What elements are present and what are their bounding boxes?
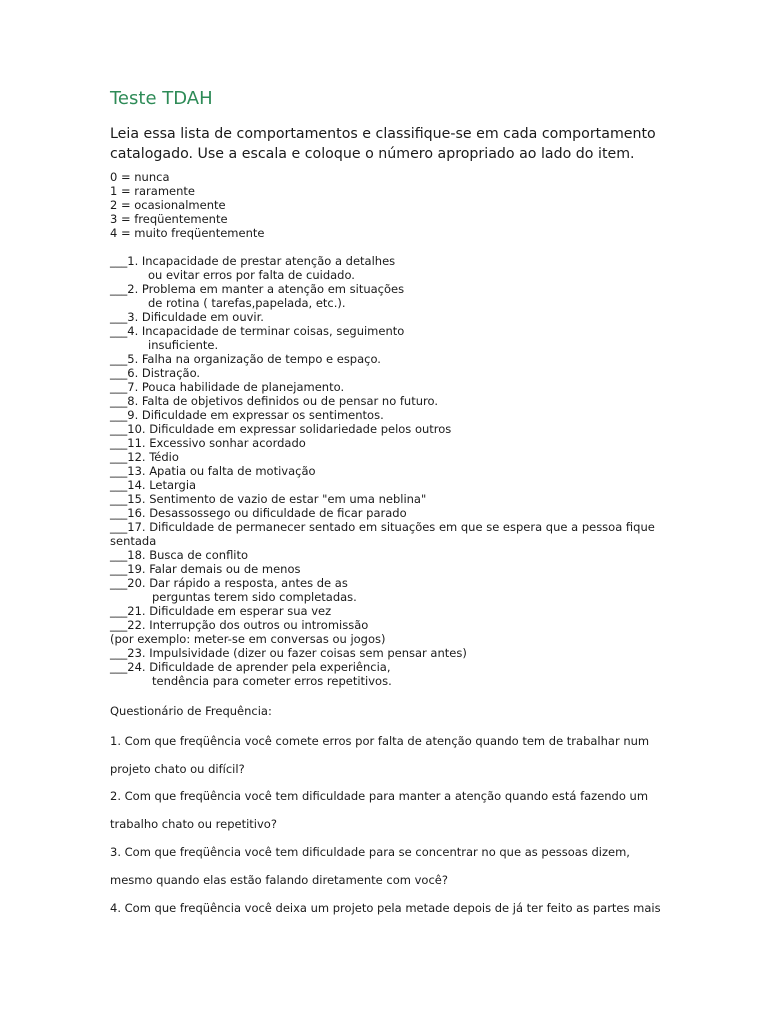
scale-entry: 1 = raramente	[110, 184, 195, 198]
list-item-continuation: ou evitar erros por falta de cuidado.	[148, 268, 355, 282]
list-item-text: ___11. Excessivo sonhar acordado	[110, 436, 306, 450]
behavior-list	[110, 254, 750, 688]
question-line: 3. Com que freqüência você tem dificuldade para se concentrar no que as pessoas dizem,	[110, 845, 630, 859]
list-item	[110, 478, 750, 492]
list-item	[110, 464, 750, 478]
list-item-text: ___19. Falar demais ou de menos	[110, 562, 301, 576]
intro-line: Leia essa lista de comportamentos e classifique-se em cada comportamento	[110, 126, 656, 142]
list-item	[110, 422, 750, 436]
question-line: 2. Com que freqüência você tem dificuldade para manter a atenção quando está fazendo um	[110, 789, 649, 803]
list-item	[110, 380, 750, 394]
list-item	[110, 254, 750, 282]
list-item	[110, 436, 750, 450]
list-item	[110, 310, 750, 324]
list-item-continuation: (por exemplo: meter-se em conversas ou jogos)	[110, 632, 386, 646]
list-item	[110, 506, 750, 520]
list-item	[110, 660, 750, 688]
list-item-text: ___5. Falha na organização de tempo e espaço.	[110, 352, 381, 366]
list-item-text: ___12. Tédio	[110, 450, 179, 464]
intro-line: catalogado. Use a escala e coloque o número apropriado ao lado do item.	[110, 146, 635, 162]
list-item-text: ___3. Dificuldade em ouvir.	[110, 310, 264, 324]
questionnaire-title: Questionário de Frequência:	[110, 704, 272, 718]
scale-entry: 4 = muito freqüentemente	[110, 226, 265, 240]
scale-entry: 3 = freqüentemente	[110, 212, 228, 226]
list-item-continuation: tendência para cometer erros repetitivos.	[152, 674, 392, 688]
list-item-text: ___18. Busca de conflito	[110, 548, 249, 562]
list-item-continuation: insuficiente.	[148, 338, 219, 352]
list-item	[110, 576, 750, 604]
page-title: Teste TDAH	[110, 88, 213, 109]
list-item-text: ___13. Apatia ou falta de motivação	[110, 464, 316, 478]
list-item-text: ___17. Dificuldade de permanecer sentado em situações em que se espera que a pessoa fique	[110, 520, 655, 534]
list-item	[110, 604, 750, 618]
scale-entry: 2 = ocasionalmente	[110, 198, 226, 212]
list-item-text: ___15. Sentimento de vazio de estar "em uma neblina"	[110, 492, 427, 506]
list-item	[110, 618, 750, 646]
question-line: projeto chato ou difícil?	[110, 762, 245, 776]
list-item-text: ___4. Incapacidade de terminar coisas, seguimento	[110, 324, 405, 338]
list-item-text: ___7. Pouca habilidade de planejamento.	[110, 380, 345, 394]
list-item	[110, 352, 750, 366]
question-line: trabalho chato ou repetitivo?	[110, 817, 277, 831]
list-item	[110, 450, 750, 464]
list-item-text: ___6. Distração.	[110, 366, 201, 380]
list-item	[110, 366, 750, 380]
list-item-text: ___14. Letargia	[110, 478, 197, 492]
list-item-text: ___23. Impulsividade (dizer ou fazer coisas sem pensar antes)	[110, 646, 467, 660]
list-item-text: ___24. Dificuldade de aprender pela experiência,	[110, 660, 391, 674]
list-item	[110, 282, 750, 310]
rating-scale	[110, 170, 264, 240]
list-item-text: ___20. Dar rápido a resposta, antes de as	[110, 576, 348, 590]
question-line: 1. Com que freqüência você comete erros por falta de atenção quando tem de trabalhar num	[110, 734, 650, 748]
list-item-text: ___1. Incapacidade de prestar atenção a detalhes	[110, 254, 396, 268]
scale-entry: 0 = nunca	[110, 170, 170, 184]
list-item-continuation: sentada	[110, 534, 157, 548]
list-item-text: ___10. Dificuldade em expressar solidariedade pelos outros	[110, 422, 452, 436]
list-item-text: ___22. Interrupção dos outros ou intromissão	[110, 618, 369, 632]
intro-paragraph	[110, 124, 710, 164]
list-item	[110, 548, 750, 562]
list-item-text: ___16. Desassossego ou dificuldade de ficar parado	[110, 506, 407, 520]
list-item-text: ___9. Dificuldade em expressar os sentimentos.	[110, 408, 384, 422]
question-line: mesmo quando elas estão falando diretamente com você?	[110, 873, 448, 887]
list-item-text: ___21. Dificuldade em esperar sua vez	[110, 604, 332, 618]
list-item-continuation: de rotina ( tarefas,papelada, etc.).	[148, 296, 346, 310]
list-item-continuation: perguntas terem sido completadas.	[152, 590, 357, 604]
list-item	[110, 646, 750, 660]
list-item	[110, 492, 750, 506]
list-item-text: ___8. Falta de objetivos definidos ou de pensar no futuro.	[110, 394, 438, 408]
list-item-text: ___2. Problema em manter a atenção em situações	[110, 282, 405, 296]
list-item	[110, 324, 750, 352]
list-item	[110, 520, 750, 548]
list-item	[110, 562, 750, 576]
list-item	[110, 394, 750, 408]
list-item	[110, 408, 750, 422]
question-line: 4. Com que freqüência você deixa um projeto pela metade depois de já ter feito as partes mais	[110, 901, 661, 915]
